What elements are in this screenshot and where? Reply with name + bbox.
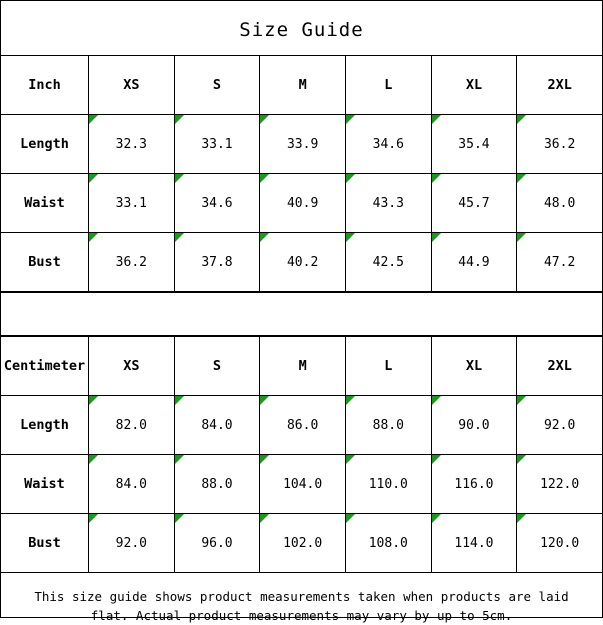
row-label-bust: Bust: [1, 233, 89, 292]
table-row: [1, 455, 602, 514]
cell-length-m: 33.9: [260, 115, 346, 174]
cell-bust-l: 108.0: [345, 514, 431, 573]
cell-bust-m: 40.2: [260, 233, 346, 292]
size-header-l: L: [345, 56, 431, 115]
cell-waist-xs: 84.0: [89, 455, 175, 514]
cell-waist-s: 88.0: [174, 455, 260, 514]
cell-length-m: 86.0: [260, 396, 346, 455]
cell-waist-l: 110.0: [345, 455, 431, 514]
cell-length-2xl: 92.0: [517, 396, 602, 455]
cell-waist-m: 40.9: [260, 174, 346, 233]
page-title: Size Guide: [239, 19, 364, 41]
size-header-xl: XL: [431, 337, 517, 396]
table-row: [1, 396, 602, 455]
cell-length-xl: 35.4: [431, 115, 517, 174]
cell-bust-2xl: 120.0: [517, 514, 602, 573]
size-header-xs: XS: [89, 337, 175, 396]
unit-label-centimeter: Centimeter: [1, 337, 89, 396]
cell-length-xs: 32.3: [89, 115, 175, 174]
table-header-row: [1, 56, 602, 115]
cell-bust-xs: 36.2: [89, 233, 175, 292]
size-table-centimeter: [1, 336, 602, 573]
cell-waist-m: 104.0: [260, 455, 346, 514]
size-header-xs: XS: [89, 56, 175, 115]
table-separator: [1, 292, 602, 336]
cell-waist-2xl: 122.0: [517, 455, 602, 514]
cell-bust-s: 96.0: [174, 514, 260, 573]
table-row: [1, 233, 602, 292]
cell-waist-xl: 45.7: [431, 174, 517, 233]
size-header-xl: XL: [431, 56, 517, 115]
cell-waist-2xl: 48.0: [517, 174, 602, 233]
cell-length-xs: 82.0: [89, 396, 175, 455]
row-label-waist: Waist: [1, 174, 89, 233]
table-row: [1, 514, 602, 573]
cell-length-s: 33.1: [174, 115, 260, 174]
size-header-s: S: [174, 337, 260, 396]
table-row: [1, 174, 602, 233]
size-header-m: M: [260, 56, 346, 115]
cell-length-s: 84.0: [174, 396, 260, 455]
size-header-2xl: 2XL: [517, 56, 602, 115]
table-header-row: [1, 337, 602, 396]
cell-bust-s: 37.8: [174, 233, 260, 292]
cell-waist-xs: 33.1: [89, 174, 175, 233]
cell-bust-xl: 44.9: [431, 233, 517, 292]
cell-bust-xl: 114.0: [431, 514, 517, 573]
size-table-inch: [1, 55, 602, 292]
size-header-l: L: [345, 337, 431, 396]
table-row: [1, 115, 602, 174]
row-label-length: Length: [1, 396, 89, 455]
cell-waist-xl: 116.0: [431, 455, 517, 514]
size-header-s: S: [174, 56, 260, 115]
cell-waist-s: 34.6: [174, 174, 260, 233]
cell-length-2xl: 36.2: [517, 115, 602, 174]
cell-waist-l: 43.3: [345, 174, 431, 233]
size-header-2xl: 2XL: [517, 337, 602, 396]
row-label-length: Length: [1, 115, 89, 174]
cell-length-l: 88.0: [345, 396, 431, 455]
cell-bust-l: 42.5: [345, 233, 431, 292]
cell-length-xl: 90.0: [431, 396, 517, 455]
cell-length-l: 34.6: [345, 115, 431, 174]
cell-bust-xs: 92.0: [89, 514, 175, 573]
cell-bust-2xl: 47.2: [517, 233, 602, 292]
row-label-bust: Bust: [1, 514, 89, 573]
size-guide-footnote: This size guide shows product measurements taken when products are laid flat. Actual product measurements may vary by up to 5cm.: [34, 589, 569, 623]
size-header-m: M: [260, 337, 346, 396]
row-label-waist: Waist: [1, 455, 89, 514]
cell-bust-m: 102.0: [260, 514, 346, 573]
unit-label-inch: Inch: [1, 56, 89, 115]
